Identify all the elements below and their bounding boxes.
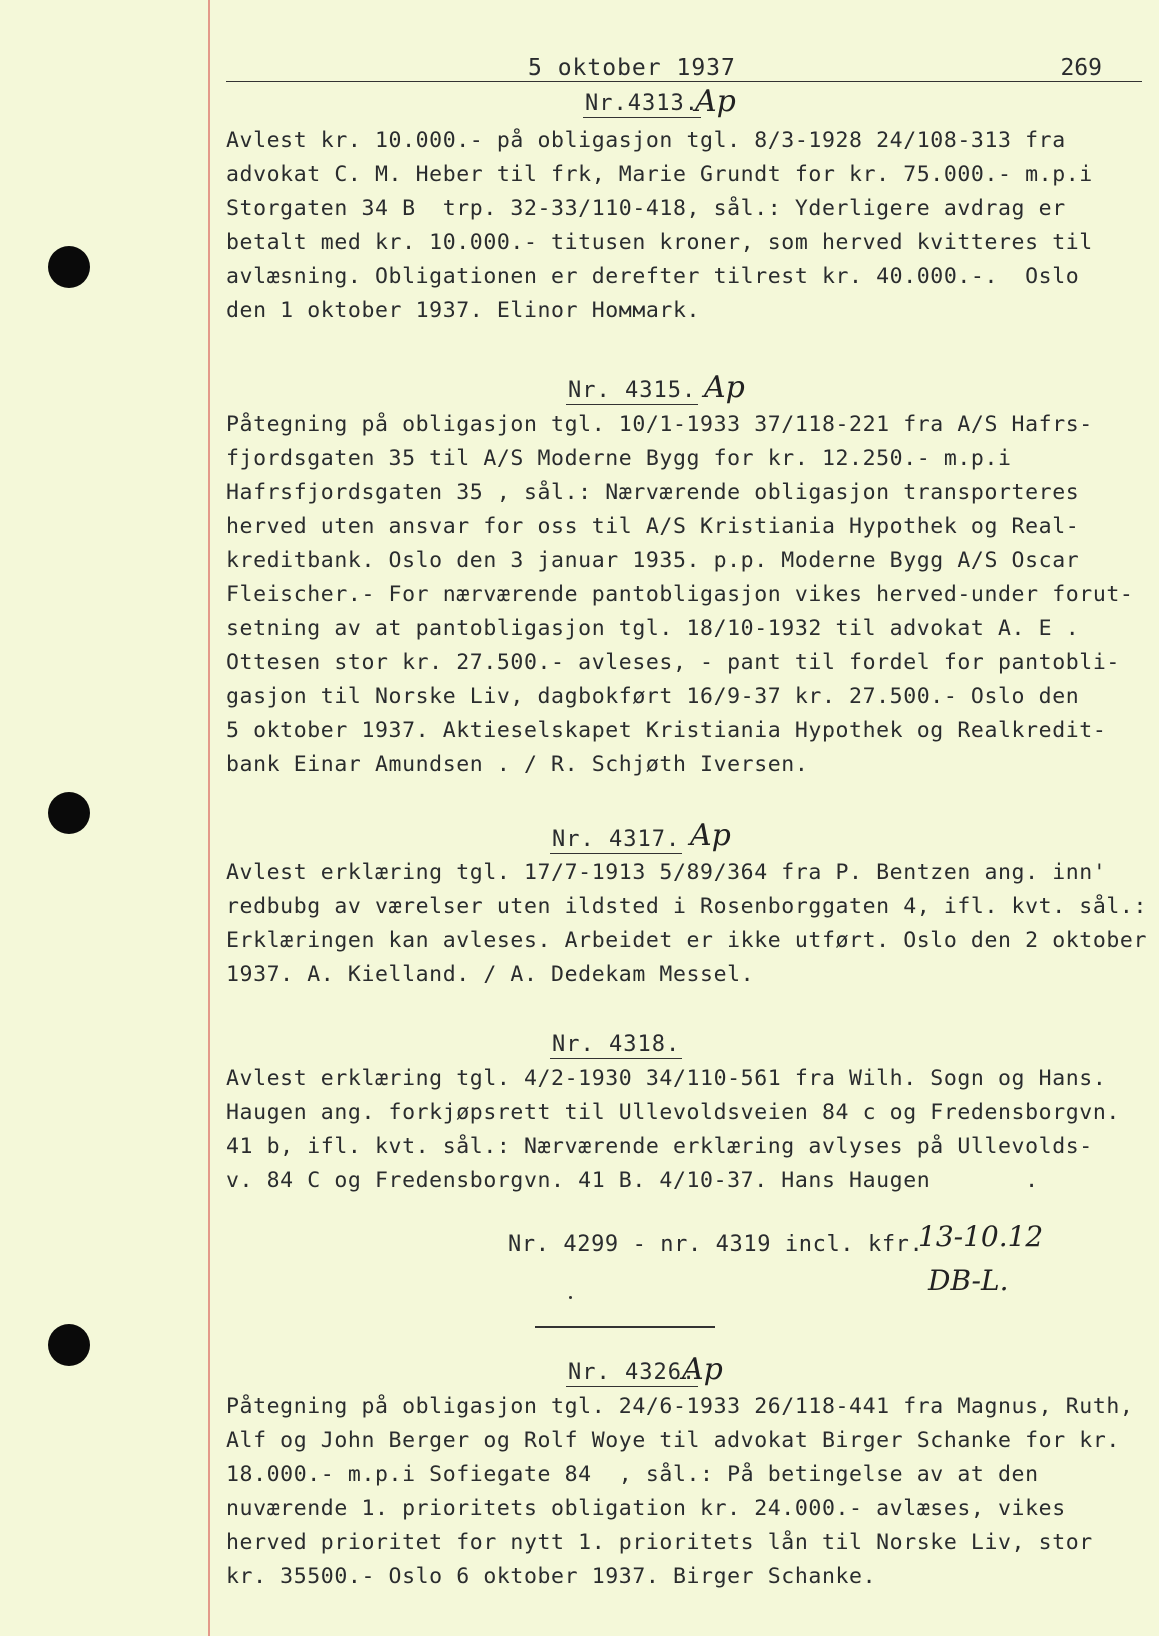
summary-line: Nr. 4299 - nr. 4319 incl. kfr. bbox=[508, 1232, 924, 1257]
punch-hole bbox=[48, 792, 90, 834]
entry-line: v. 84 C og Fredensborgvn. 41 B. 4/10-37. Hans Haugen . bbox=[226, 1168, 1039, 1193]
entry-line: kreditbank. Oslo den 3 januar 1935. p.p. Moderne Bygg A/S Oscar bbox=[226, 548, 1080, 573]
entry-line: herved uten ansvar for oss til A/S Kristiania Hypothek og Real- bbox=[226, 514, 1080, 539]
entry-line: bank Einar Amundsen . / R. Schjøth Iversen. bbox=[226, 752, 809, 777]
entry-line: nuværende 1. prioritets obligation kr. 24.000.- avlæses, vikes bbox=[226, 1496, 1066, 1521]
punch-hole bbox=[48, 246, 90, 288]
entry-line: Fleischer.- For nærværende pantobligasjon vikes herved-under forut- bbox=[226, 582, 1134, 607]
punch-hole bbox=[48, 1324, 90, 1366]
entry-line: setning av at pantobligasjon tgl. 18/10-1932 til advokat A. E . bbox=[226, 616, 1080, 641]
entry-mark: Ap bbox=[695, 84, 736, 119]
entry-line: gasjon til Norske Liv, dagbokført 16/9-37 kr. 27.500.- Oslo den bbox=[226, 684, 1080, 709]
entry-line: Alf og John Berger og Rolf Woye til advokat Birger Schanke for kr. bbox=[226, 1428, 1120, 1453]
entry-line: den 1 oktober 1937. Elinor Hoммark. bbox=[226, 298, 701, 323]
margin-rule bbox=[208, 0, 210, 1636]
entry-number: Nr. 4317. bbox=[552, 827, 681, 852]
entry-line: fjordsgaten 35 til A/S Moderne Bygg for kr. 12.250.- m.p.i bbox=[226, 446, 1012, 471]
entry-line: Avlest erklæring tgl. 17/7-1913 5/89/364 fra P. Bentzen ang. inn' bbox=[226, 860, 1107, 885]
entry-line: 5 oktober 1937. Aktieselskapet Kristiania Hypothek og Realkredit- bbox=[226, 718, 1107, 743]
entry-line: Erklæringen kan avleses. Arbeidet er ikke utført. Oslo den 2 oktober bbox=[226, 928, 1147, 953]
page-header bbox=[226, 55, 1142, 82]
entry-mark: Ap bbox=[690, 818, 731, 853]
entry-line: 1937. A. Kielland. / A. Dedekam Messel. bbox=[226, 962, 755, 987]
summary-initials-top: 13-10.12 bbox=[918, 1220, 1044, 1253]
ink-dot bbox=[569, 1296, 572, 1299]
entry-number: Nr. 4315. bbox=[568, 378, 697, 403]
entry-number: Nr.4313. bbox=[585, 91, 699, 116]
entry-line: betalt med kr. 10.000.- titusen kroner, som herved kvitteres til bbox=[226, 230, 1093, 255]
entry-line: Storgaten 34 B trp. 32-33/110-418, sål.: Yderligere avdrag er bbox=[226, 196, 1066, 221]
header-date: 5 oktober 1937 bbox=[528, 55, 736, 81]
entry-line: Ottesen stor kr. 27.500.- avleses, - pant til fordel for pantobli- bbox=[226, 650, 1120, 675]
entry-line: 18.000.- m.p.i Sofiegate 84 , sål.: På betingelse av at den bbox=[226, 1462, 1039, 1487]
entry-line: Påtegning på obligasjon tgl. 24/6-1933 26/118-441 fra Magnus, Ruth, bbox=[226, 1394, 1134, 1419]
entry-line: Avlest erklæring tgl. 4/2-1930 34/110-561 fra Wilh. Sogn og Hans. bbox=[226, 1066, 1107, 1091]
entry-line: Haugen ang. forkjøpsrett til Ullevoldsveien 84 c og Fredensborgvn. bbox=[226, 1100, 1120, 1125]
page-number: 269 bbox=[1060, 55, 1102, 81]
entry-line: kr. 35500.- Oslo 6 oktober 1937. Birger Schanke. bbox=[226, 1564, 877, 1589]
entry-line: Avlest kr. 10.000.- på obligasjon tgl. 8/3-1928 24/108-313 fra bbox=[226, 128, 1066, 153]
entry-line: Hafrsfjordsgaten 35 , sål.: Nærværende obligasjon transporteres bbox=[226, 480, 1080, 505]
entry-number: Nr. 4326. bbox=[568, 1360, 697, 1385]
entry-line: redbubg av værelser uten ildsted i Rosenborggaten 4, ifl. kvt. sål.: bbox=[226, 894, 1147, 919]
entry-line: 41 b, ifl. kvt. sål.: Nærværende erklæring avlyses på Ullevolds- bbox=[226, 1134, 1093, 1159]
summary-initials-bottom: DB-L. bbox=[928, 1264, 1009, 1297]
entry-line: Påtegning på obligasjon tgl. 10/1-1933 37/118-221 fra A/S Hafrs- bbox=[226, 412, 1093, 437]
entry-mark: Ap bbox=[704, 370, 745, 405]
entry-number: Nr. 4318. bbox=[552, 1032, 681, 1057]
entry-mark: Ap bbox=[682, 1352, 723, 1387]
entry-line: herved prioritet for nytt 1. prioritets lån til Norske Liv, stor bbox=[226, 1530, 1093, 1555]
entry-line: avlæsning. Obligationen er derefter tilrest kr. 40.000.-. Oslo bbox=[226, 264, 1080, 289]
entry-line: advokat C. M. Heber til frk, Marie Grundt for kr. 75.000.- m.p.i bbox=[226, 162, 1093, 187]
separator-rule bbox=[535, 1326, 715, 1328]
